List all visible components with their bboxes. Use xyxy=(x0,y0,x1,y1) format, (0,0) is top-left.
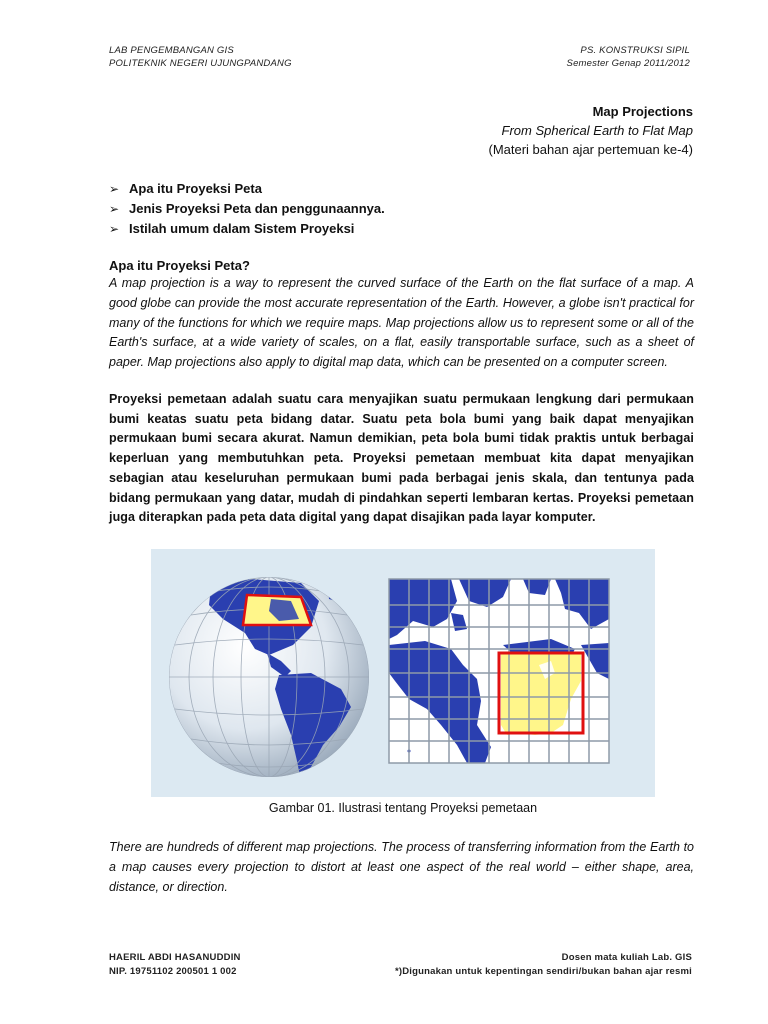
list-item-label: Apa itu Proyeksi Peta xyxy=(129,181,262,196)
flat-map-icon xyxy=(389,579,609,763)
arrow-bullet-icon: ➢ xyxy=(109,182,120,196)
page-note: (Materi bahan ajar pertemuan ke-4) xyxy=(488,142,693,157)
list-item xyxy=(109,219,385,239)
header-lab-name: LAB PENGEMBANGAN GIS xyxy=(109,45,234,56)
list-item xyxy=(109,199,385,219)
title-block xyxy=(489,102,694,159)
footer-author: HAERIL ABDI HASANUDDIN xyxy=(109,952,241,963)
list-item-label: Jenis Proyeksi Peta dan penggunaannya. xyxy=(129,201,385,216)
footer-disclaimer: *)Digunakan untuk kepentingan sendiri/bukan bahan ajar resmi xyxy=(394,966,692,977)
paragraph-english: A map projection is a way to represent the curved surface of the Earth on the flat surface of a map. A good globe can provide the most accurate representation of the Earth. However, a globe isn't practical for many of the functions for which we require maps. Map projections allow us to represent some or all of the Earth's surface, at a wide variety of scales, on a flat, easily transportable surface, such as a sheet of paper. Map projections also apply to digital map data, which can be presented on a computer screen. xyxy=(109,276,694,370)
page-subtitle: From Spherical Earth to Flat Map xyxy=(501,123,693,138)
paragraph-closing: There are hundreds of different map projections. The process of transferring information from the Earth to a map causes every projection to distort at least one aspect of the real world – either shape, area, distance, or direction. xyxy=(109,840,694,894)
header-semester: Semester Genap 2011/2012 xyxy=(566,58,690,69)
paragraph-indonesian: Proyeksi pemetaan adalah suatu cara menyajikan suatu permukaan lengkung dari permukaan bumi keatas suatu peta bidang datar. Suatu peta bola bumi yang baik dapat menyajikan permukaan bumi secara akurat. Namun demikian, peta bola bumi tidak praktis untuk berbagai keperluan yang membutuhkan peta. Proyeksi pemetaan membuat kita dapat menyajikan sebagian atau keseluruhan permukaan bumi pada berbagai jenis skala, dan tentunya pada bidang permukaan yang datar, mudah di pindahkan seperti lembaran kertas. Proyeksi pemetaan juga diterapkan pada peta data digital yang dapat disajikan pada layar komputer. xyxy=(109,392,694,525)
arrow-bullet-icon: ➢ xyxy=(109,202,120,216)
page-title: Map Projections xyxy=(592,104,693,119)
section-heading: Apa itu Proyeksi Peta? xyxy=(109,258,250,273)
header-program: PS. KONSTRUKSI SIPIL xyxy=(580,45,690,56)
figure-illustration xyxy=(151,549,655,797)
footer-role: Dosen mata kuliah Lab. GIS xyxy=(561,952,692,963)
arrow-bullet-icon: ➢ xyxy=(109,222,120,236)
list-item-label: Istilah umum dalam Sistem Proyeksi xyxy=(129,221,355,236)
footer-nip: NIP. 19751102 200501 1 002 xyxy=(109,966,237,977)
footer-right xyxy=(395,951,692,979)
footer-left xyxy=(109,951,241,979)
header-institution: POLITEKNIK NEGERI UJUNGPANDANG xyxy=(109,58,292,69)
topic-list xyxy=(109,179,385,239)
list-item xyxy=(109,179,385,199)
figure-caption: Gambar 01. Ilustrasi tentang Proyeksi pemetaan xyxy=(268,801,538,815)
header-left xyxy=(109,44,292,70)
header-right xyxy=(567,44,690,70)
